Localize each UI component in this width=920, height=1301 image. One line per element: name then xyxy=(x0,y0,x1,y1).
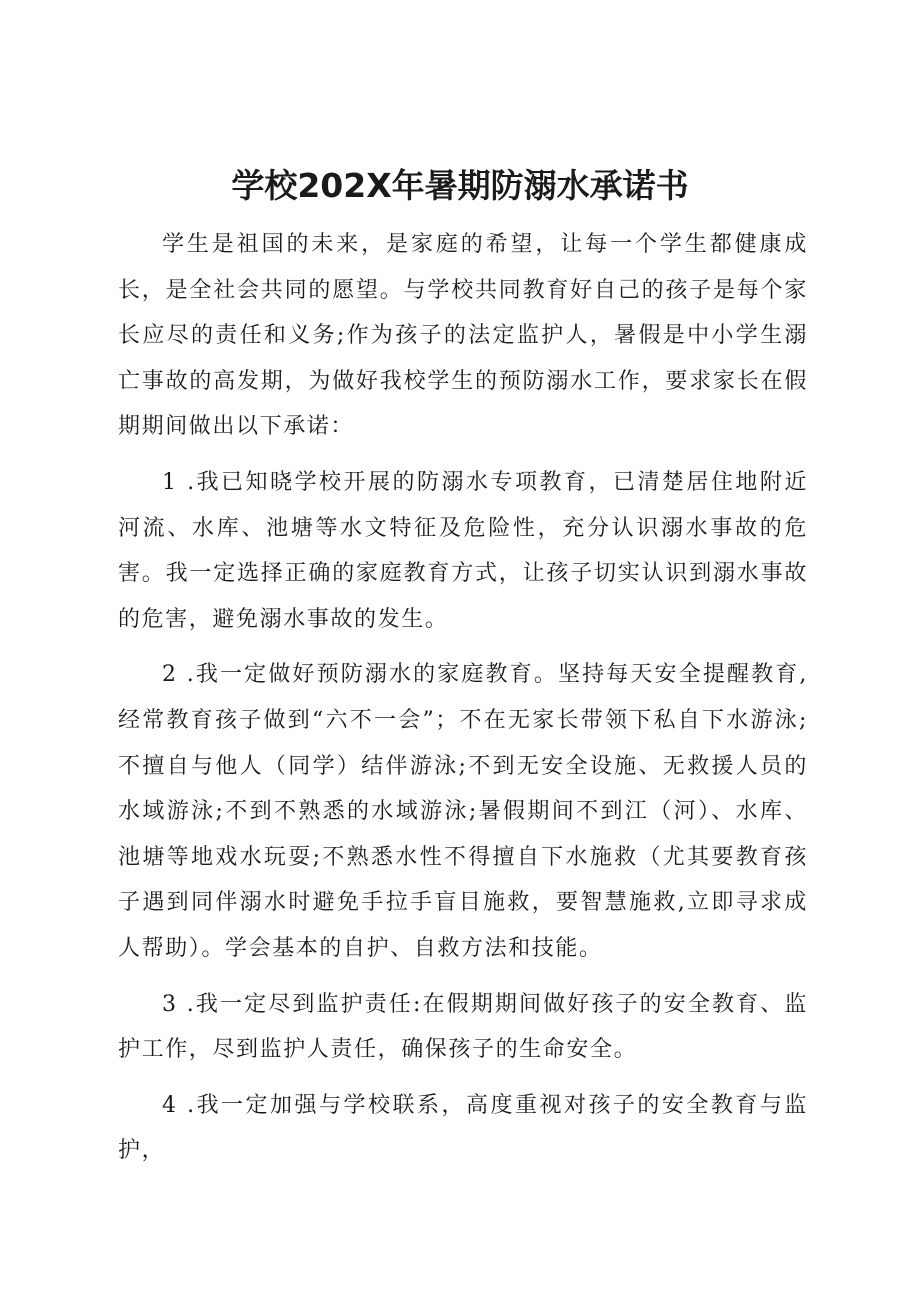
intro-paragraph: 学生是祖国的未来，是家庭的希望，让每一个学生都健康成长，是全社会共同的愿望。与学校共同教育好自己的孩子是每个家长应尽的责任和义务;作为孩子的法定监护人，暑假是中小学生溺亡事故的高发期，为做好我校学生的预防溺水工作，要求家长在假期期间做出以下承诺： xyxy=(118,232,808,440)
commitment-paragraph-2: 2 .我一定做好预防溺水的家庭教育。坚持每天安全提醒教育,经常教育孩子做到“六不一会”；不在无家长带领下私自下水游泳;不擅自与他人（同学）结伴游泳;不到无安全设施、无救援人员的水域游泳;不到不熟悉的水域游泳;暑假期间不到江（河）、水库、池塘等地戏水玩耍;不熟悉水性不得擅自下水施救（尤其要教育孩子遇到同伴溺水时避免手拉手盲目施救，要智慧施救,立即寻求成人帮助）。学会基本的自护、自救方法和技能。 xyxy=(118,662,808,961)
document-title: 学校202X年暑期防溺水承诺书 xyxy=(231,166,689,205)
commitment-paragraph-3: 3 .我一定尽到监护责任:在假期期间做好孩子的安全教育、监护工作，尽到监护人责任，确保孩子的生命安全。 xyxy=(118,991,808,1063)
document-body xyxy=(118,222,808,1184)
commitment-paragraph-4: 4 .我一定加强与学校联系，高度重视对孩子的安全教育与监护， xyxy=(118,1092,808,1164)
commitment-paragraph-1: 1 .我已知晓学校开展的防溺水专项教育，已清楚居住地附近河流、水库、池塘等水文特征及危险性，充分认识溺水事故的危害。我一定选择正确的家庭教育方式，让孩子切实认识到溺水事故的危害，避免溺水事故的发生。 xyxy=(118,469,808,632)
